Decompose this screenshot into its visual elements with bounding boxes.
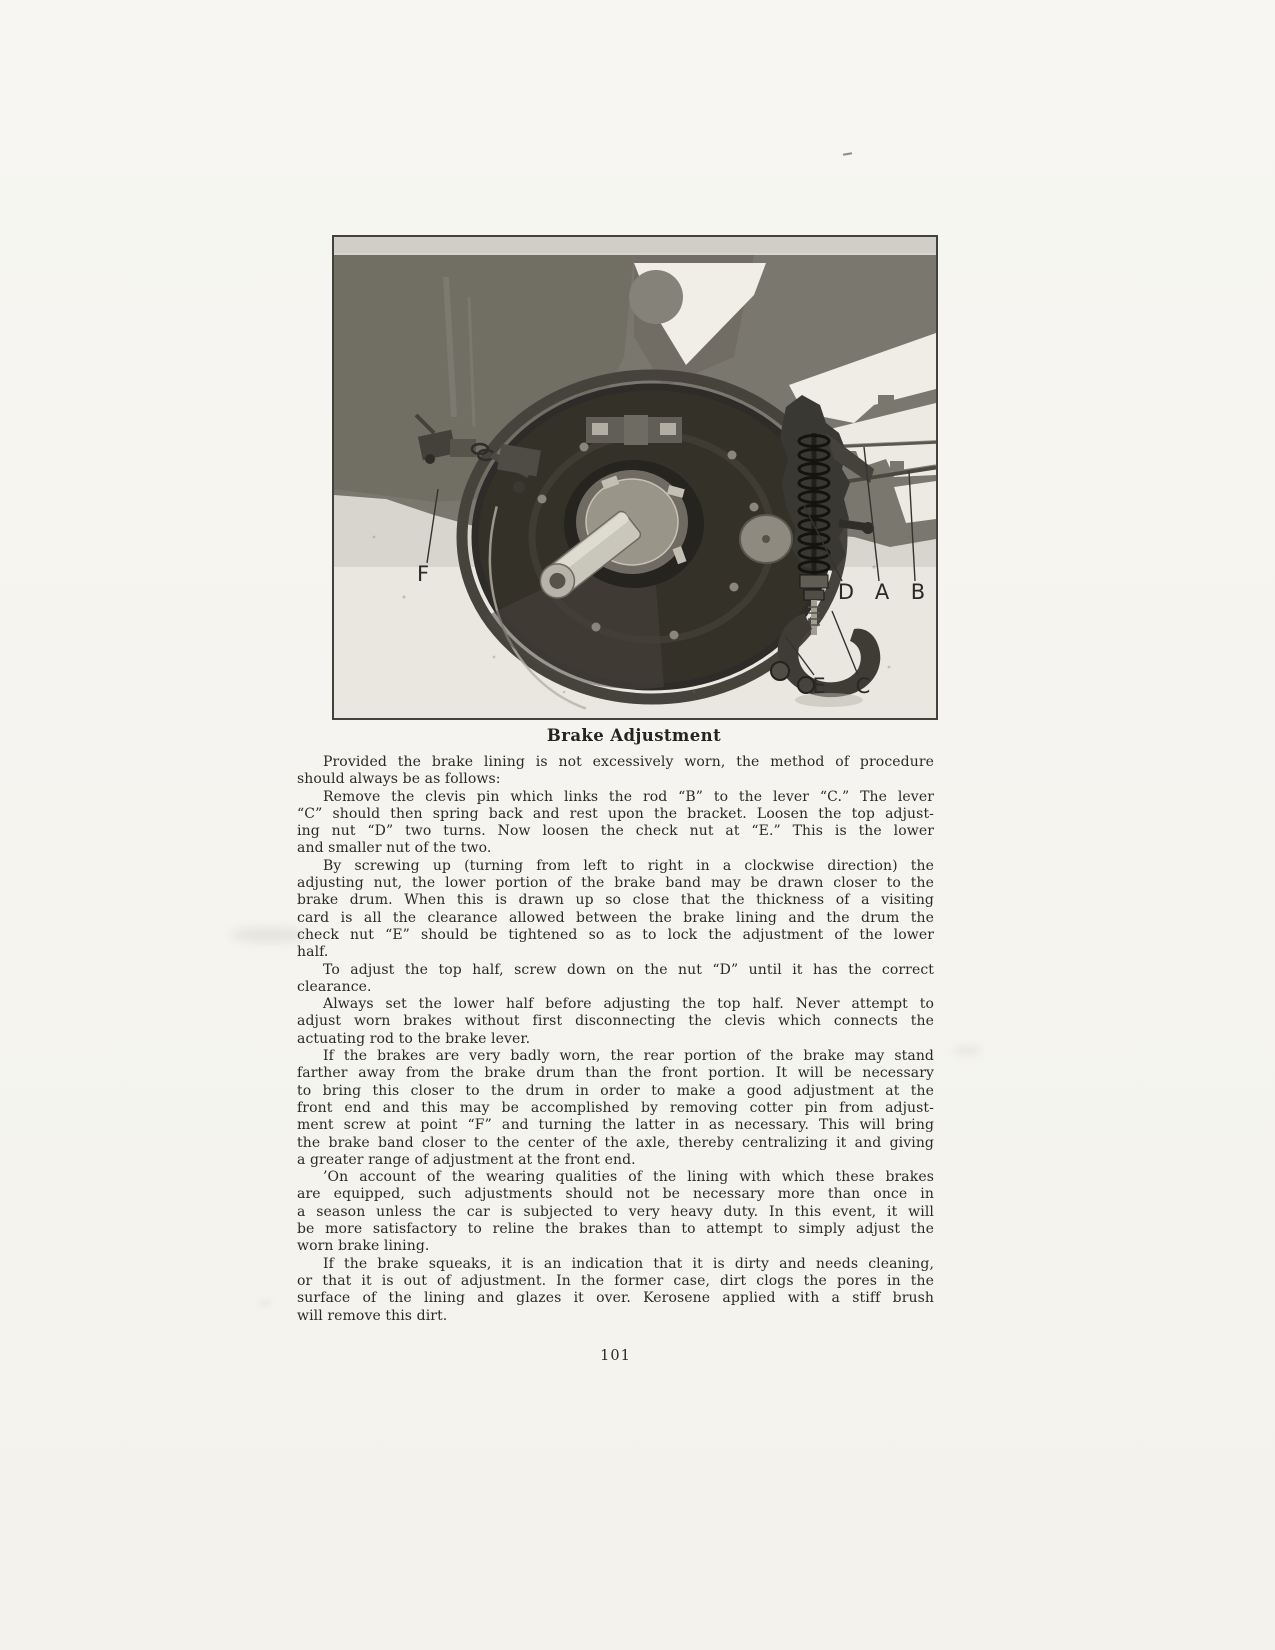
text-line: a greater range of adjustment at the front end. (297, 1151, 636, 1168)
text-line: should always be as follows: (297, 771, 501, 788)
text-line: are equipped, such adjustments should not be necessary more than once in (297, 1186, 934, 1203)
adjusting-nut-d (800, 575, 828, 588)
text-line: the brake band closer to the center of the axle, thereby centralizing it and giving (297, 1134, 934, 1151)
text-line: brake drum. When this is drawn up so close that the thickness of a visiting (297, 892, 934, 909)
text-line: front end and this may be accomplished by removing cotter pin from adjust- (297, 1099, 934, 1116)
adjusting-disc (740, 515, 792, 563)
scan-smudge (953, 1046, 981, 1055)
brake-photo-image (334, 237, 936, 718)
scan-smudge (230, 928, 308, 942)
text-line: “C” should then spring back and rest upon the bracket. Loosen the top adjust- (297, 805, 934, 822)
text-line: To adjust the top half, screw down on the nut “D” until it has the correct (323, 961, 934, 978)
label-d: D (837, 580, 855, 604)
text-line: or that it is out of adjustment. In the former case, dirt clogs the pores in the (297, 1272, 934, 1289)
text-line: card is all the clearance allowed between the brake lining and the drum the (297, 909, 934, 926)
text-line: Always set the lower half before adjusting the top half. Never attempt to (323, 996, 934, 1013)
text-line: to bring this closer to the drum in order to make a good adjustment at the (297, 1082, 934, 1099)
check-nut-e (804, 590, 824, 600)
page-number: 101 (600, 1348, 631, 1364)
paragraph (297, 996, 934, 1048)
text-line: clearance. (297, 978, 372, 995)
scan-smudge (258, 1300, 272, 1306)
brake-photo-figure (332, 235, 938, 720)
figure-caption: Brake Adjustment (546, 726, 722, 745)
paragraph (297, 858, 934, 962)
text-line: Remove the clevis pin which links the rod “B” to the lever “C.” The lever (323, 788, 934, 805)
paragraph (297, 962, 934, 997)
text-line: be more satisfactory to reline the brakes than to attempt to simply adjust the (297, 1221, 934, 1238)
paragraph (297, 1169, 934, 1255)
paragraph (297, 754, 934, 789)
photo-top-strip (334, 237, 936, 253)
label-e: E (812, 674, 826, 698)
label-f: F (416, 562, 430, 586)
text-line: If the brakes are very badly worn, the rear portion of the brake may stand (323, 1048, 934, 1065)
text-line: surface of the lining and glazes it over. Kerosene applied with a stiff brush (297, 1290, 934, 1307)
text-line: adjust worn brakes without first disconnecting the clevis which connects the (297, 1013, 934, 1030)
text-line: By screwing up (turning from left to right in a clockwise direction) the (323, 857, 934, 874)
label-c: C (855, 674, 871, 698)
text-line: Provided the brake lining is not excessively worn, the method of procedure (323, 754, 934, 770)
text-line: If the brake squeaks, it is an indication that it is dirty and needs cleaning, (323, 1255, 934, 1272)
label-a: A (874, 580, 890, 604)
paragraph (297, 789, 934, 858)
text-line: half. (297, 944, 329, 961)
text-line: check nut “E” should be tightened so as to lock the adjustment of the lower (297, 926, 934, 943)
body-text (297, 754, 934, 1325)
text-line: and smaller nut of the two. (297, 840, 492, 857)
hub-top-bracket (586, 415, 682, 445)
paragraph (297, 1256, 934, 1325)
text-line: worn brake lining. (297, 1238, 430, 1255)
text-line: adjusting nut, the lower portion of the brake band may be drawn closer to the (297, 875, 934, 892)
label-b: B (910, 580, 926, 604)
text-line: ment screw at point “F” and turning the latter in as necessary. This will bring (297, 1117, 934, 1134)
text-line: will remove this dirt. (297, 1307, 448, 1324)
text-line: ing nut “D” two turns. Now loosen the check nut at “E.” This is the lower (297, 823, 934, 840)
scan-artifact-tick (843, 152, 852, 156)
text-line: actuating rod to the brake lever. (297, 1030, 531, 1047)
text-line: farther away from the brake drum than the front portion. It will be necessary (297, 1065, 934, 1082)
text-line: ’On account of the wearing qualities of the lining with which these brakes (323, 1169, 934, 1186)
paragraph (297, 1048, 934, 1169)
text-line: a season unless the car is subjected to very heavy duty. In this event, it will (297, 1203, 934, 1220)
